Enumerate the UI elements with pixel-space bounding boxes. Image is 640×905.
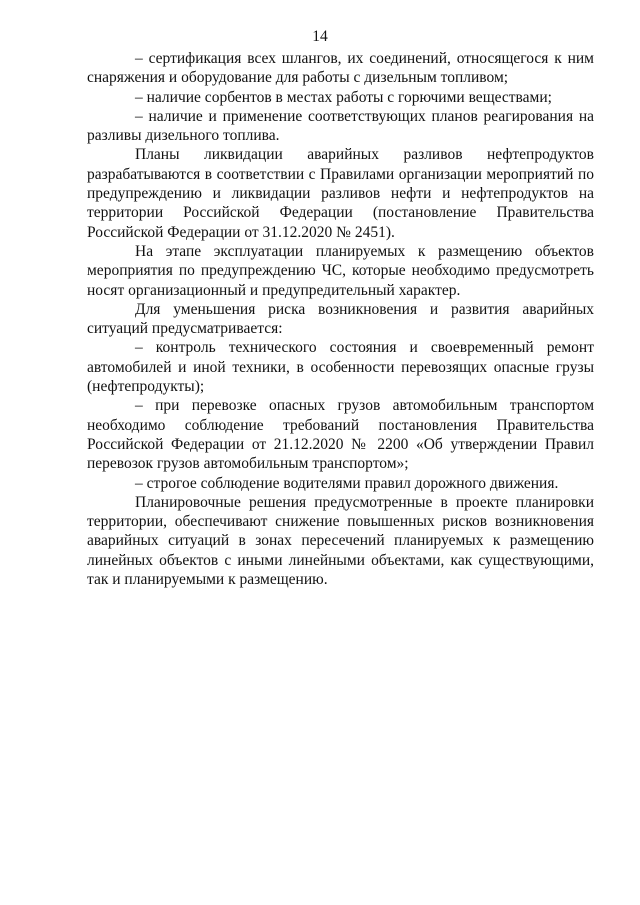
paragraph: Планировочные решения предусмотренные в проекте планировки территории, обеспечивают снижение повышенных рисков возникновения аварийных ситуаций в зонах пересечений планируемых к размещению линейных объектов с иными линейными объектами, как существующими, так и планируемыми к размещению.: [87, 493, 594, 589]
paragraph: – при перевозке опасных грузов автомобильным транспортом необходимо соблюдение требований постановления Правительства Российской Федерации от 21.12.2020 № 2200 «Об утверждении Правил перевозок грузов автомобильным транспортом»;: [87, 397, 594, 473]
paragraph: – сертификация всех шлангов, их соединений, относящегося к ним снаряжения и оборудование для работы с дизельным топливом;: [87, 50, 594, 87]
paragraph: На этапе эксплуатации планируемых к размещению объектов мероприятия по предупреждению ЧС, которые необходимо предусмотреть носят организационный и предупредительный характер.: [87, 242, 594, 299]
paragraph: – строгое соблюдение водителями правил дорожного движения.: [135, 474, 559, 492]
paragraph: – контроль технического состояния и своевременный ремонт автомобилей и иной техники, в особенности перевозящих опасные грузы (нефтепродукты);: [87, 339, 594, 396]
paragraph: – наличие сорбентов в местах работы с горючими веществами;: [135, 88, 552, 106]
paragraph: Планы ликвидации аварийных разливов нефтепродуктов разрабатываются в соответствии с Правилами организации мероприятий по предупреждению и ликвидации разливов нефти и нефтепродуктов на территории Российской Федерации (постановление Правительства Российской Федерации от 31.12.2020 № 2451).: [87, 146, 594, 241]
paragraph: Для уменьшения риска возникновения и развития аварийных ситуаций предусматривается:: [87, 300, 594, 338]
paragraph: – наличие и применение соответствующих планов реагирования на разливы дизельного топлива.: [87, 107, 594, 145]
document-body: [87, 49, 594, 589]
page-number: 14: [312, 28, 328, 45]
